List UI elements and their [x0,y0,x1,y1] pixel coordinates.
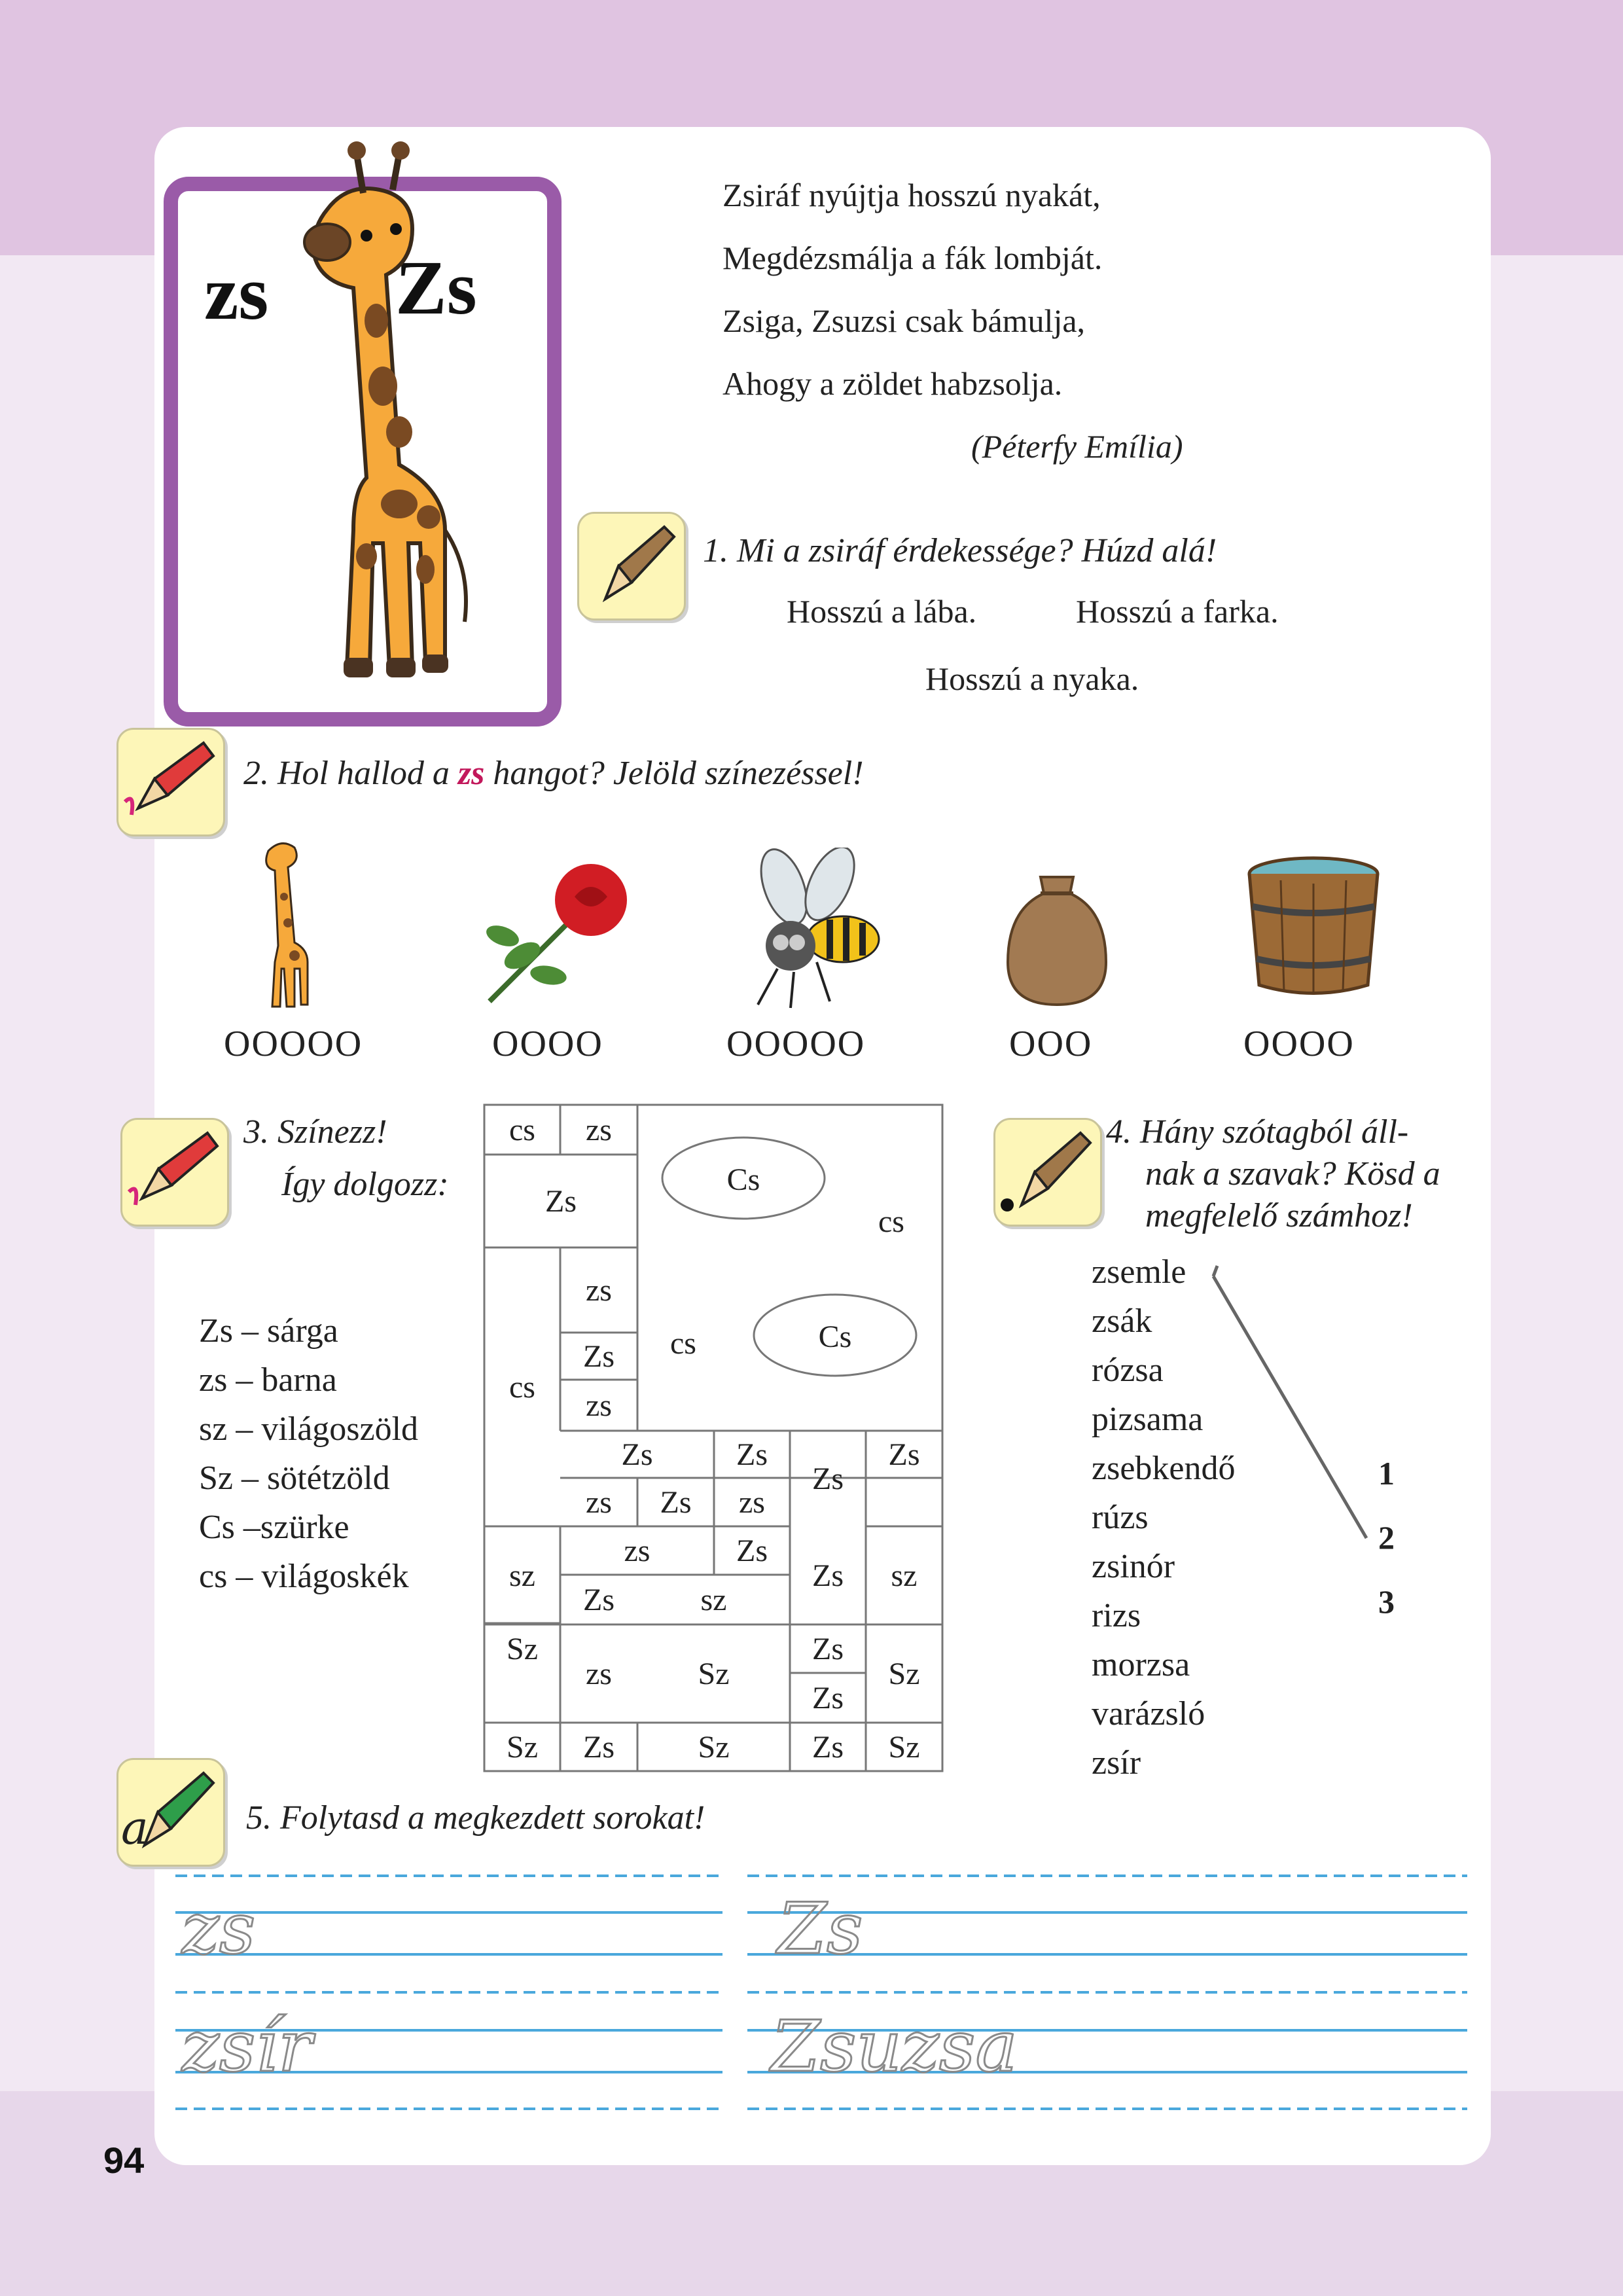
poem-line: Megdézsmálja a fák lombját. [722,240,1103,276]
red-pencil-icon [116,728,225,836]
task2-title-post: hangot? Jelöld színezéssel! [484,755,864,792]
sample-writing: zsír [182,2006,312,2088]
grid-cell[interactable]: sz [509,1558,535,1593]
giraffe-icon [242,831,327,1014]
task4-title-line: nak a szavak? Kösd a [1145,1155,1440,1193]
color-key-item: zs – barna [199,1361,337,1399]
color-key-item: cs – világoskék [199,1558,409,1595]
grid-cell[interactable]: cs [509,1369,535,1405]
color-key-item: sz – világoszöld [199,1410,419,1448]
poem-line: Zsiga, Zsuzsi csak bámulja, [722,302,1086,339]
grid-cell[interactable]: Zs [583,1582,615,1617]
task5-title: 5. Folytasd a megkezdett sorokat! [246,1799,705,1837]
color-key [199,1306,418,1601]
grid-cell[interactable]: Sz [507,1631,538,1666]
grid-cell[interactable]: Zs [736,1533,768,1568]
task1-option[interactable]: Hosszú a nyaka. [925,660,1139,697]
task1-option[interactable]: Hosszú a lába. [787,593,977,630]
task3-subtitle: Így dolgozz: [281,1166,449,1203]
poem-author: (Péterfy Emília) [971,428,1183,465]
word-item[interactable]: zsinór [1092,1548,1175,1585]
syllable-circles[interactable]: OOO [1009,1024,1093,1064]
rose-icon [476,857,633,1008]
grid-cell[interactable]: cs [509,1112,535,1147]
syllable-circles[interactable]: OOOO [1243,1024,1355,1064]
red-pencil-icon [120,1118,229,1227]
grid-cell[interactable]: zs [739,1484,765,1520]
color-key-item: Sz – sötétzöld [199,1460,390,1497]
word-item[interactable]: rúzs [1092,1499,1149,1536]
svg-text:a: a [121,1801,149,1855]
task2-title-pre: 2. Hol hallod a [243,755,458,792]
grid-cell[interactable]: cs [670,1325,696,1361]
syllable-circles[interactable]: OOOOO [726,1024,866,1064]
sample-writing: zs [182,1888,256,1970]
coloring-grid[interactable] [483,1103,944,1772]
task2-title-highlight: zs [457,755,485,792]
grid-cell[interactable]: Zs [812,1729,844,1765]
task1-title: 1. Mi a zsiráf érdekessége? Húzd alá! [703,532,1217,569]
task4-title-line: 4. Hány szótagból áll- [1106,1113,1409,1151]
pencil-icon [993,1118,1102,1227]
green-pencil-icon [116,1758,225,1867]
color-key-item: Cs –szürke [199,1509,349,1546]
grid-cell[interactable]: Sz [507,1729,538,1765]
grid-cell[interactable]: Zs [888,1437,920,1472]
page-number: 94 [103,2140,145,2181]
poem-line: Zsiráf nyújtja hosszú nyakát, [722,177,1101,213]
grid-cell[interactable]: Zs [583,1729,615,1765]
sample-writing: Zsuzsa [771,2006,1018,2088]
grid-cell[interactable]: Zs [736,1437,768,1472]
word-item[interactable]: morzsa [1092,1646,1190,1683]
syllable-number[interactable]: 3 [1378,1583,1395,1620]
grid-cell[interactable]: Sz [888,1729,920,1765]
task4-title-line: megfelelő számhoz! [1145,1197,1413,1234]
grid-cell[interactable]: Zs [660,1484,692,1520]
grid-cell[interactable]: Zs [812,1680,844,1715]
syllable-circles[interactable]: OOOO [492,1024,603,1064]
giraffe-icon [249,124,497,700]
word-item[interactable]: rózsa [1092,1352,1164,1389]
letter-card-lower: zs [204,250,269,336]
syllable-number[interactable]: 2 [1378,1519,1395,1556]
grid-cell[interactable]: Sz [698,1729,730,1765]
word-item[interactable]: zsír [1092,1744,1141,1782]
grid-cell[interactable]: Zs [812,1461,844,1496]
barrel-icon [1245,854,1382,998]
task4-title [1106,1111,1440,1237]
task2-title [243,753,864,795]
grid-cell[interactable]: zs [586,1656,612,1691]
word-item[interactable]: varázsló [1092,1695,1205,1732]
word-item[interactable]: zsák [1092,1302,1152,1340]
word-item[interactable]: rizs [1092,1597,1141,1634]
grid-cell[interactable]: zs [586,1388,612,1423]
grid-cell[interactable]: Zs [621,1437,653,1472]
sack-icon [1001,857,1113,1008]
connecting-line [1204,1263,1400,1558]
syllable-circles[interactable]: OOOOO [224,1024,363,1064]
letter-card-upper: Zs [395,245,477,331]
grid-cell[interactable]: zs [586,1484,612,1520]
grid-cell[interactable]: Cs [818,1319,852,1354]
color-key-item: Zs – sárga [199,1312,338,1350]
grid-cell[interactable]: zs [624,1533,651,1568]
grid-cell[interactable]: zs [586,1272,612,1308]
grid-cell[interactable]: Sz [888,1656,920,1691]
poem [722,164,1183,478]
grid-cell[interactable]: Zs [812,1558,844,1593]
poem-line: Ahogy a zöldet habzsolja. [722,365,1063,402]
grid-cell[interactable]: Zs [583,1338,615,1374]
grid-cell[interactable]: Sz [698,1656,730,1691]
grid-cell[interactable]: cs [878,1204,904,1239]
task1-option[interactable]: Hosszú a farka. [1076,593,1279,630]
grid-cell[interactable]: Cs [726,1162,760,1197]
grid-cell[interactable]: Zs [545,1183,577,1219]
sample-writing: Zs [777,1888,863,1970]
wasp-icon [732,848,895,1011]
grid-cell[interactable]: zs [586,1112,612,1147]
grid-cell[interactable]: Zs [812,1631,844,1666]
grid-cell[interactable]: sz [891,1558,918,1593]
writing-lines[interactable] [175,1867,1484,2115]
word-item[interactable]: zsemle [1092,1253,1186,1291]
syllable-number[interactable]: 1 [1378,1455,1395,1492]
grid-cell[interactable]: sz [700,1582,727,1617]
pencil-icon [577,512,686,620]
word-item[interactable]: pizsama [1092,1401,1204,1438]
word-item[interactable]: zsebkendő [1092,1450,1236,1487]
task3-title: 3. Színezz! [243,1113,387,1151]
